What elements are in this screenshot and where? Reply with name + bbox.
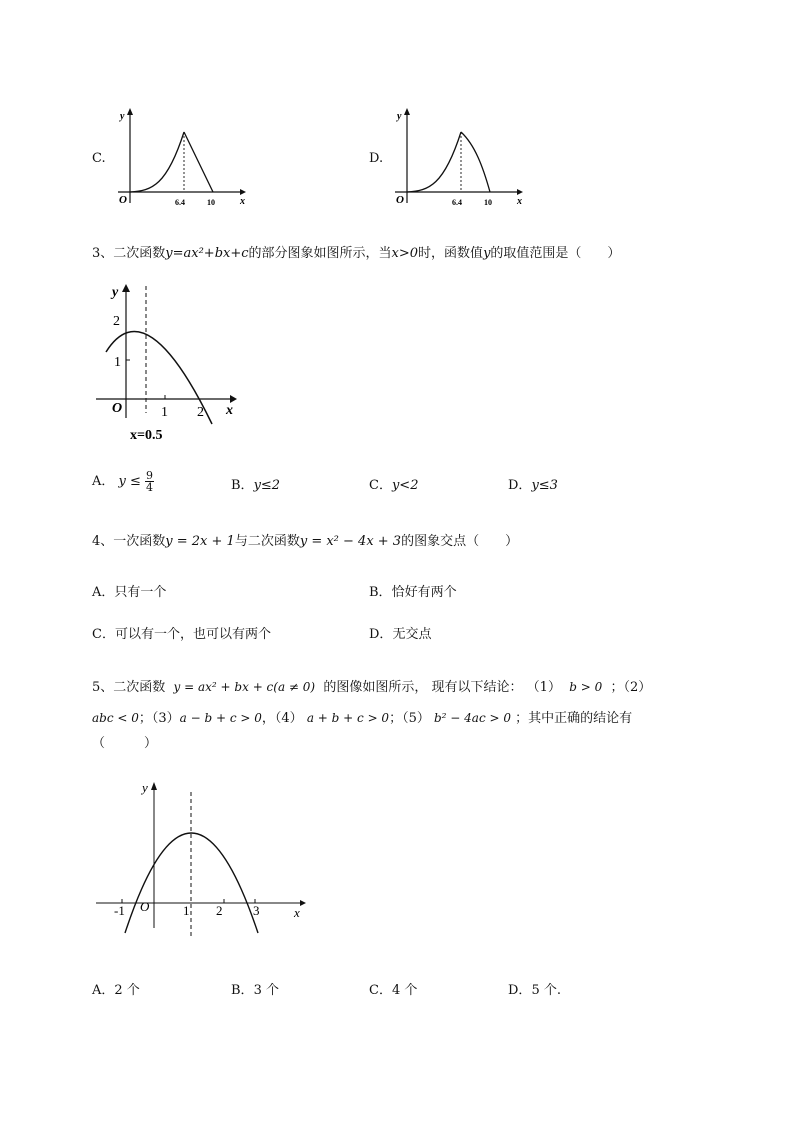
origin-label: O	[119, 194, 127, 206]
q5-option-c: C．4 个	[369, 983, 418, 998]
tick-label: 10	[207, 198, 215, 207]
q4-option-c: C．可以有一个，也可以有两个	[92, 627, 271, 642]
curve-fall	[461, 132, 490, 192]
q4-option-d: D．无交点	[369, 627, 432, 642]
tick-label: 6.4	[175, 198, 185, 207]
origin-label: O	[112, 401, 123, 416]
y-label: y	[112, 285, 119, 300]
x-tick-1: 1	[183, 903, 190, 918]
q5-stem-line2: abc < 0；（3）a − b + c > 0，（4） a + b + c > 0；（5） b² − 4ac > 0 ；其中正确的结论有	[92, 711, 633, 726]
curve-rise	[407, 132, 461, 192]
q3-parabola-graph	[92, 278, 242, 443]
x-tick-neg1: -1	[114, 903, 125, 918]
origin-label: O	[140, 899, 150, 914]
q4-option-a: A．只有一个	[92, 585, 167, 600]
x-label: x	[294, 905, 300, 920]
q5-stem-line1: 5、二次函数 y = ax² + bx + c(a ≠ 0) 的图像如图所示， 现有以下结论： （1） b > 0 ；（2）	[92, 680, 652, 695]
q5-parabola-graph	[92, 778, 312, 940]
q5-option-b: B．3 个	[231, 983, 279, 998]
x-label: x	[240, 196, 245, 207]
q2-option-c-label: C.	[92, 151, 106, 166]
curve-rise	[130, 132, 184, 192]
q2-graph-c	[112, 105, 247, 208]
y-label: y	[120, 111, 125, 122]
y-tick-2: 2	[113, 314, 120, 329]
x-tick-2: 2	[216, 903, 223, 918]
q3-option-d: D．y≤3	[508, 478, 558, 493]
y-label: y	[397, 111, 402, 122]
x-tick-1: 1	[161, 405, 168, 420]
q3-option-c: C．y<2	[369, 478, 419, 493]
q3-stem: 3、二次函数y=ax²+bx+c的部分图象如图所示，当x>0时，函数值y的取值范围是（ ）	[92, 246, 621, 261]
q4-stem: 4、一次函数y = 2x + 1与二次函数y = x² − 4x + 3的图象交点（ ）	[92, 534, 519, 549]
q5-answer-paren: （ ）	[92, 736, 158, 751]
q2-graph-d	[389, 105, 524, 208]
q3-option-b: B．y≤2	[231, 478, 281, 493]
curve-fall	[184, 132, 213, 192]
y-tick-1: 1	[114, 355, 121, 370]
x-tick-2: 2	[197, 405, 204, 420]
q4-option-b: B．恰好有两个	[369, 585, 457, 600]
origin-label: O	[396, 194, 404, 206]
x-tick-3: 3	[253, 903, 260, 918]
x-label: x	[226, 403, 233, 418]
q2-option-d-label: D.	[369, 151, 384, 166]
fraction: $\frac{9}{4}$	[146, 469, 154, 494]
tick-label: 6.4	[452, 198, 462, 207]
x-label: x	[517, 196, 522, 207]
y-label: y	[142, 780, 148, 795]
q5-option-d: D．5 个.	[508, 983, 561, 998]
q5-option-a: A．2 个	[92, 983, 140, 998]
tick-label: 10	[484, 198, 492, 207]
q3-option-a: A． y ≤ $\frac{9}{4}$	[92, 469, 154, 494]
symmetry-axis-label: x=0.5	[130, 428, 163, 443]
